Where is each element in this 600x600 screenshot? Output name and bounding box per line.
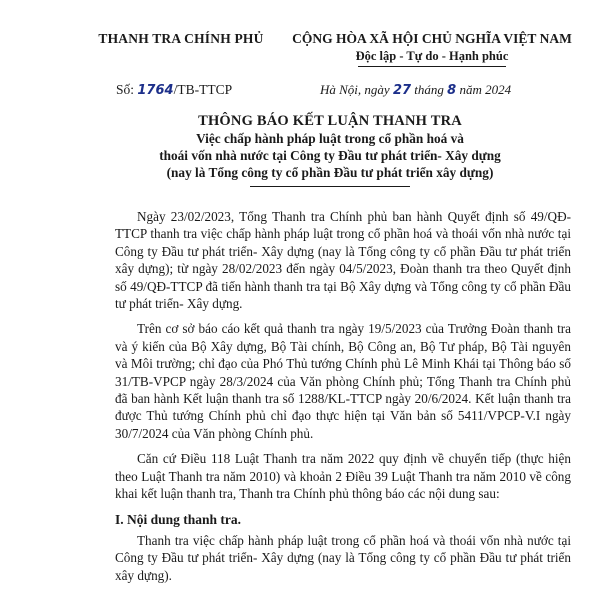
document-title: THÔNG BÁO KẾT LUẬN THANH TRA <box>198 113 462 129</box>
issuing-agency-name: THANH TRA CHÍNH PHỦ <box>98 31 264 46</box>
document-number-prefix: Số: <box>116 82 138 97</box>
document-subtitle-line-2: thoái vốn nhà nước tại Công ty Đầu tư phát triển- Xây dựng <box>159 148 501 163</box>
issuing-agency-block <box>96 31 266 47</box>
document-number <box>116 82 232 98</box>
national-motto: Độc lập - Tự do - Hạnh phúc <box>355 49 509 63</box>
date-day-handwritten: 27 <box>392 83 412 98</box>
body-paragraph: Ngày 23/02/2023, Tổng Thanh tra Chính phủ ban hành Quyết định số 49/QĐ-TTCP thanh tra việc chấp hành pháp luật trong cổ phần hoá và thoái vốn nhà nước tại Công ty Đầu tư phát triển- Xây dựng (nay là Tổng công ty cổ phần Đầu tư phát triển xây dựng); từ ngày 28/02/2023 đến ngày 04/5/2023, Đoàn thanh tra theo Quyết định số 49/QĐ-TTCP đã tiến hành thanh tra tại Bộ Xây dựng và Tổng công ty cổ phần Đầu tư phát triển- Xây dựng. <box>115 209 571 312</box>
date-month-handwritten: 8 <box>447 83 457 98</box>
document-subtitle-line-3: (nay là Tổng công ty cổ phần Đầu tư phát triển xây dựng) <box>166 165 494 180</box>
document-number-handwritten: 1764 <box>137 83 174 98</box>
section-paragraph: Thanh tra việc chấp hành pháp luật trong cổ phần hoá và thoái vốn nhà nước tại Công ty Đầu tư phát triển- Xây dựng (nay là Tổng công ty cổ phần Đầu tư phát triển xây dựng). <box>115 532 571 583</box>
document-subtitle-line-1: Việc chấp hành pháp luật trong cổ phần hoá và <box>196 131 464 146</box>
document-body <box>115 208 571 592</box>
title-underline <box>250 186 410 187</box>
month-label: tháng <box>411 82 448 97</box>
national-header-block <box>282 31 582 67</box>
place-prefix: Hà Nội, ngày <box>320 82 393 97</box>
section-heading: I. Nội dung thanh tra. <box>115 511 242 527</box>
document-title-block <box>100 113 560 187</box>
motto-underline <box>358 66 506 67</box>
year-label: năm 2024 <box>456 82 512 97</box>
national-title: CỘNG HÒA XÃ HỘI CHỦ NGHĨA VIỆT NAM <box>292 31 572 46</box>
place-and-date <box>320 82 511 98</box>
body-paragraph: Trên cơ sở báo cáo kết quả thanh tra ngày 19/5/2023 của Trưởng Đoàn thanh tra và ý kiến của Bộ Xây dựng, Bộ Tài chính, Bộ Công an, Bộ Tư pháp, Bộ Tài nguyên và Môi trường; chỉ đạo của Phó Thủ tướng Chính phủ Lê Minh Khái tại Thông báo số 31/TB-VPCP ngày 28/3/2024 của Văn phòng Chính phủ; Tổng Thanh tra Chính phủ đã ban hành Kết luận thanh tra số 1288/KL-TTCP ngày 20/6/2024. Kết luận thanh tra được Thủ tướng Chính phủ chỉ đạo thực hiện tại Văn bản số 5411/VPCP-V.I ngày 30/7/2024 của Văn phòng Chính phủ. <box>115 321 571 441</box>
document-number-suffix: /TB-TTCP <box>173 82 233 97</box>
body-paragraph: Căn cứ Điều 118 Luật Thanh tra năm 2022 quy định về chuyển tiếp (thực hiện theo Luật Thanh tra năm 2010) và khoản 2 Điều 39 Luật Thanh tra năm 2010 về công khai kết luận thanh tra, Thanh tra Chính phủ thông báo các nội dung sau: <box>115 451 571 502</box>
